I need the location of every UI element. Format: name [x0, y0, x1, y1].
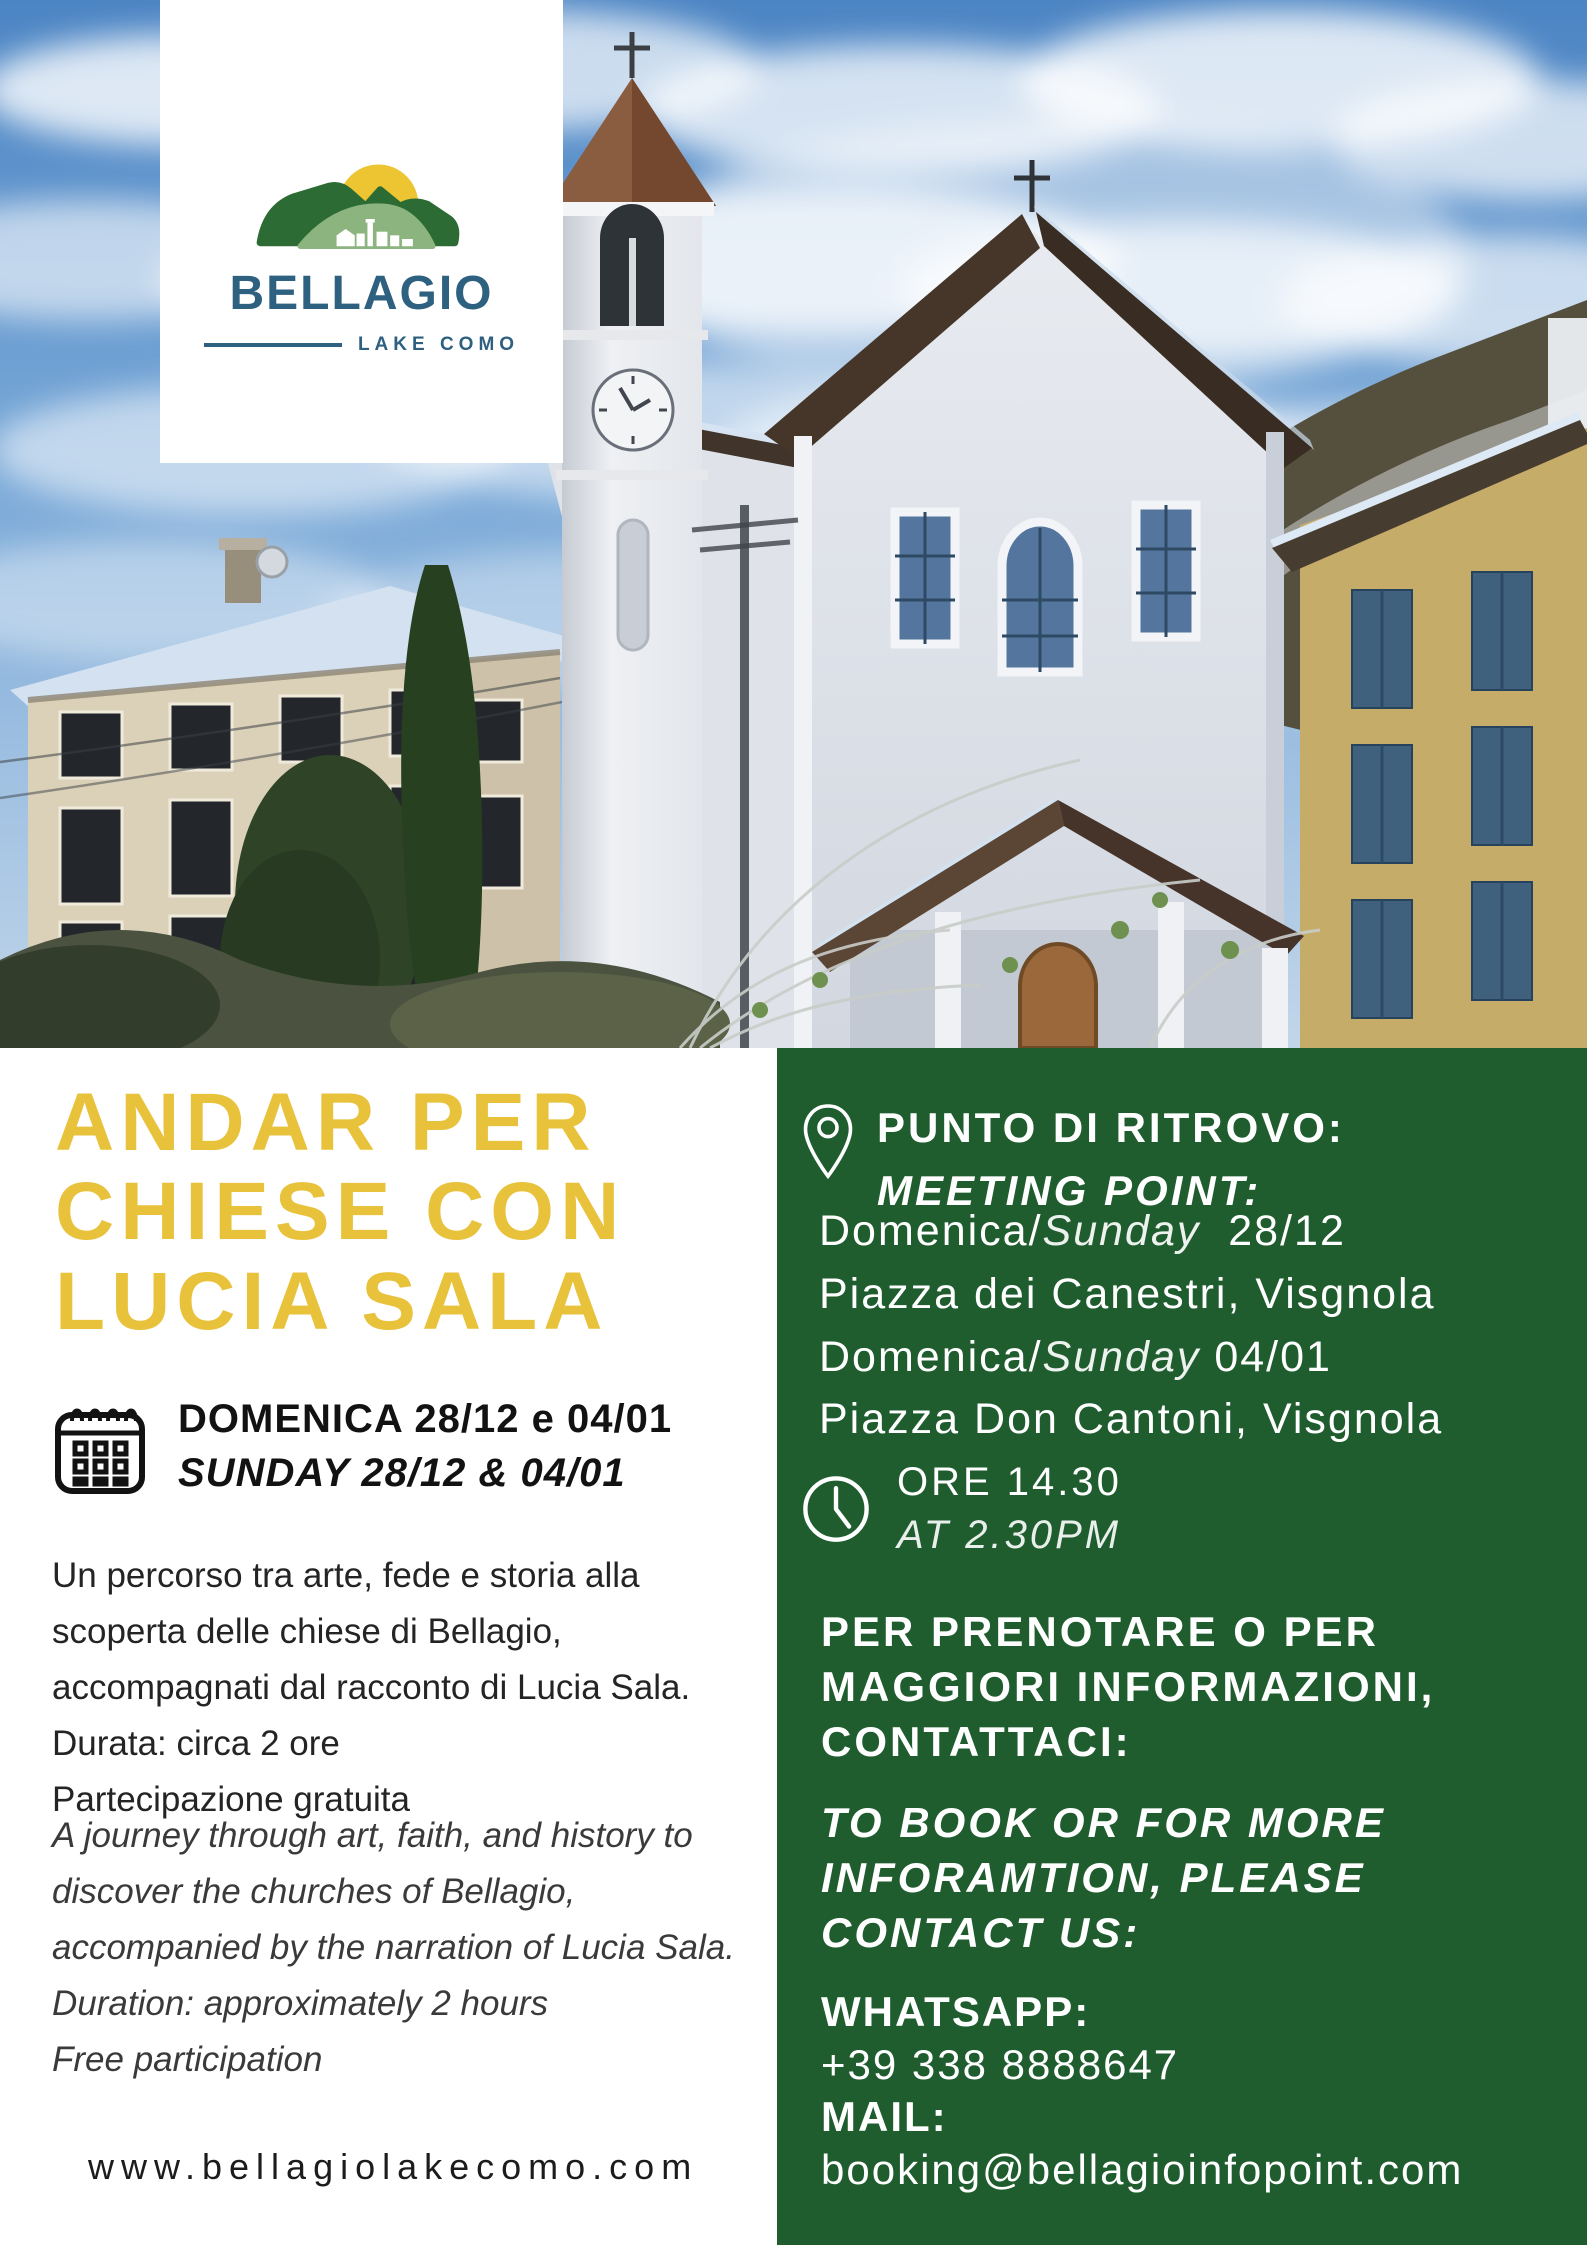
event-title-line1: ANDAR PER [55, 1077, 597, 1168]
meeting-point-heading-italian: PUNTO DI RITROVO: [877, 1104, 1345, 1151]
logo-card [160, 0, 563, 463]
location-pin-icon [801, 1102, 855, 1182]
logo-brand-text: BELLAGIO [229, 267, 494, 320]
time-italian: ORE 14.30 [897, 1460, 1122, 1504]
meeting-point-heading-english: MEETING POINT: [877, 1167, 1262, 1214]
date-row [50, 1392, 672, 1500]
whatsapp-label: WHATSAPP: [821, 1988, 1091, 2035]
booking-text-italian: PER PRENOTARE O PER MAGGIORI INFORMAZIONI, CONTATTACI: [821, 1608, 1436, 1766]
contact-block [821, 1986, 1463, 2196]
description-english-fee: Free participation [52, 2040, 323, 2079]
church-door [1020, 944, 1096, 1048]
meeting-point-rows [819, 1200, 1443, 1451]
description-italian-duration: Durata: circa 2 ore [52, 1724, 340, 1763]
logo-tagline-text: LAKE COMO [357, 334, 520, 355]
info-panel [777, 1048, 1587, 2245]
description-english-body: A journey through art, faith, and history to discover the churches of Bellagio, accompanied by the narration of Lucia Sala. [52, 1816, 735, 1967]
description-italian-body: Un percorso tra arte, fede e storia alla scoperta delle chiese di Bellagio, accompagnati dal racconto di Lucia Sala. [52, 1556, 691, 1707]
bellagio-logo-icon [253, 148, 471, 260]
mail-label: MAIL: [821, 2093, 948, 2140]
clock-icon [801, 1474, 871, 1544]
logo-rule [204, 343, 342, 347]
event-title-line3: LUCIA SALA [55, 1255, 609, 1347]
calendar-icon [50, 1395, 150, 1497]
meeting-row-place-1: Piazza dei Canestri, Visgnola [819, 1269, 1436, 1318]
booking-text-english: TO BOOK OR FOR MORE INFORAMTION, PLEASE CONTACT US: [821, 1799, 1386, 1957]
description-english-duration: Duration: approximately 2 hours [52, 1984, 549, 2023]
mail-address: booking@bellagioinfopoint.com [821, 2145, 1464, 2193]
description-italian [52, 1548, 742, 1828]
whatsapp-number: +39 338 8888647 [821, 2040, 1180, 2088]
description-english [52, 1808, 742, 2088]
meeting-row-date-2: Domenica/Sunday 04/01 [819, 1332, 1332, 1381]
meeting-row-date-1: Domenica/Sunday 28/12 [819, 1207, 1346, 1255]
time-lines [897, 1456, 1122, 1562]
time-english: AT 2.30PM [897, 1512, 1122, 1557]
description-italian-fee: Partecipazione gratuita [52, 1780, 410, 1819]
bell-tower [548, 32, 716, 1048]
website-url: www.bellagiolakecomo.com [88, 2146, 699, 2187]
date-italian: DOMENICA 28/12 e 04/01 [178, 1397, 673, 1441]
date-english: SUNDAY 28/12 & 04/01 [178, 1451, 626, 1495]
event-title [55, 1078, 625, 1346]
event-title-line2: CHIESE CON [55, 1166, 626, 1258]
date-lines [178, 1392, 672, 1500]
logo-tagline-row [204, 334, 519, 356]
meeting-row-place-2: Piazza Don Cantoni, Visgnola [819, 1395, 1444, 1444]
time-row [801, 1456, 1122, 1562]
